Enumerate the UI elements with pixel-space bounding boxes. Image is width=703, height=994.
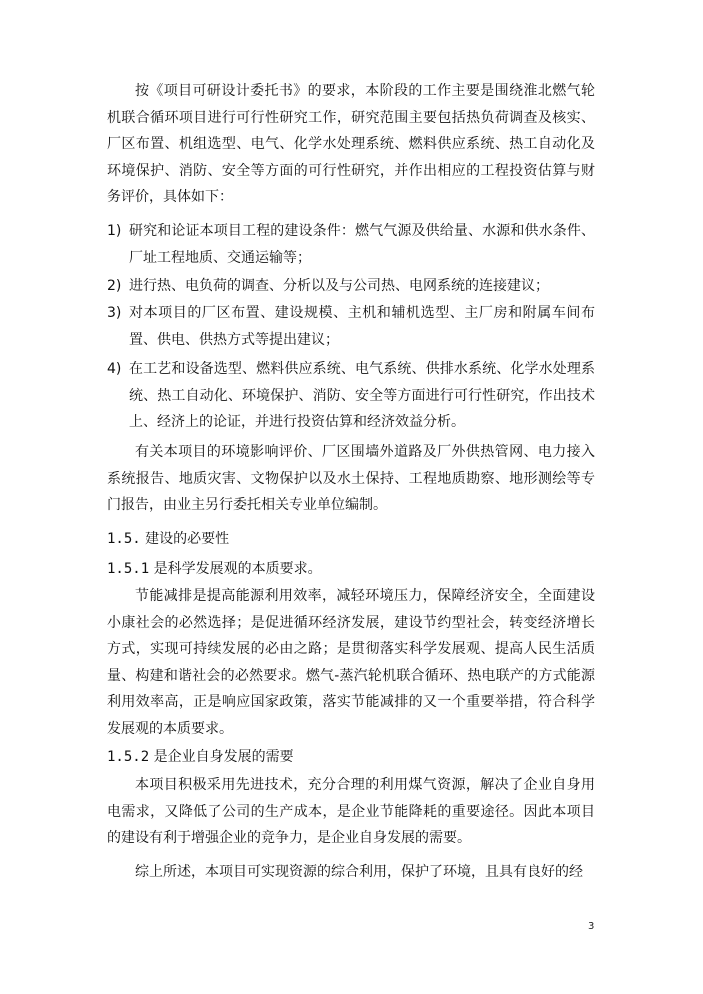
- section-number: 1.5.2: [107, 749, 150, 765]
- list-item-2: [107, 273, 595, 300]
- section-title: 建设的必要性: [145, 531, 230, 547]
- intro-paragraph: 按《项目可研设计委托书》的要求，本阶段的工作主要是围绕淮北燃气轮机联合循环项目进行可行性研究工作，研究范围主要包括热负荷调查及核实、厂区布置、机组选型、电气、化学水处理系统、燃料供应系统、热工自动化及环境保护、消防、安全等方面的可行性研究，并作出相应的工程投资估算与财务评价，具体如下：: [107, 83, 595, 206]
- page-number: 3: [588, 921, 595, 932]
- list-text: 在工艺和设备选型、燃料供应系统、电气系统、供排水系统、化学水处理系统、热工自动化、环境保护、消防、安全等方面进行可行性研究，作出技术上、经济上的论证，并进行投资估算和经济效益分析。: [129, 361, 595, 431]
- section-1-5-1-body: 节能减排是提高能源利用效率，减轻环境压力，保障经济安全，全面建设小康社会的必然选择；是促进循环经济发展，建设节约型社会，转变经济增长方式，实现可持续发展的必由之路；是贯彻落实科学发展观、提高人民生活质量、构建和谐社会的必然要求。燃气-蒸汽轮机联合循环、热电联产的方式能源利用效率高，正是响应国家政策，落实节能减排的又一个重要举措，符合科学发展观的本质要求。: [107, 588, 595, 737]
- section-number: 1.5.: [107, 531, 141, 547]
- section-heading-1-5-1: [107, 556, 595, 583]
- list-number: 3): [107, 305, 122, 321]
- section-title: 是科学发展观的本质要求。: [153, 561, 322, 577]
- list-item-3: [107, 300, 595, 353]
- list-number: 1): [107, 223, 122, 239]
- section-number: 1.5.1: [107, 561, 150, 577]
- section-heading-1-5-2: [107, 744, 595, 771]
- list-number: 2): [107, 278, 122, 294]
- list-text: 研究和论证本项目工程的建设条件：燃气气源及供给量、水源和供水条件、厂址工程地质、交通运输等；: [129, 223, 595, 266]
- list-text: 进行热、电负荷的调查、分析以及与公司热、电网系统的连接建议；: [129, 278, 549, 294]
- summary-paragraph: 综上所述，本项目可实现资源的综合利用，保护了环境，且具有良好的经: [135, 864, 583, 880]
- list-number: 4): [107, 361, 122, 377]
- list-item-4: [107, 356, 595, 436]
- others-paragraph: 有关本项目的环境影响评价、厂区围墙外道路及厂外供热管网、电力接入系统报告、地质灾害、文物保护以及水土保持、工程地质勘察、地形测绘等专门报告，由业主另行委托相关专业单位编制。: [107, 444, 595, 514]
- list-text: 对本项目的厂区布置、建设规模、主机和辅机选型、主厂房和附属车间布置、供电、供热方式等提出建议；: [129, 305, 595, 348]
- section-1-5-2-body: 本项目积极采用先进技术，充分合理的利用煤气资源，解决了企业自身用电需求，又降低了公司的生产成本，是企业节能降耗的重要途径。因此本项目的建设有利于增强企业的竞争力，是企业自身发展的需要。: [107, 777, 595, 847]
- list-item-1: [107, 218, 595, 271]
- section-heading-1-5: [107, 526, 595, 553]
- section-title: 是企业自身发展的需要: [153, 749, 294, 765]
